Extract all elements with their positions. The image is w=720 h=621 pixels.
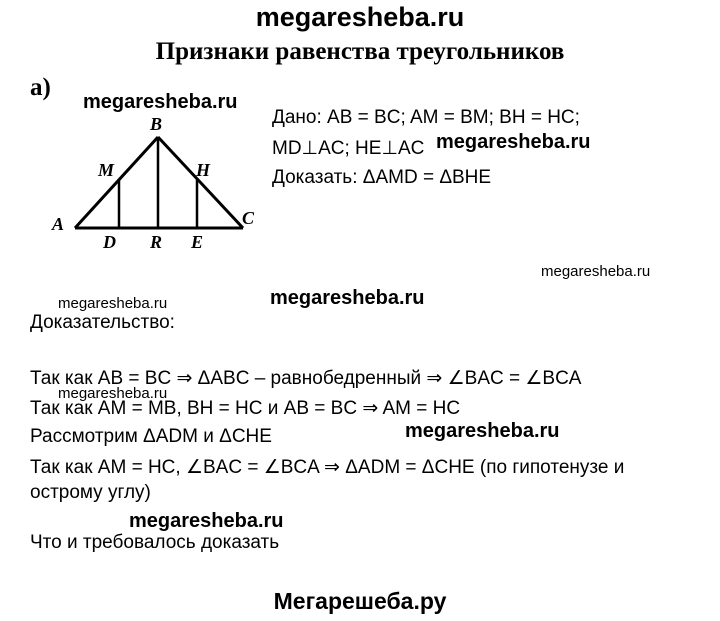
given-line-1: Дано: AB = BC; AM = BM; BH = HC; [272,107,580,128]
watermark: megaresheba.ru [270,287,425,309]
point-label-a: A [52,214,65,234]
segment-bc [158,137,243,228]
proof-heading: Доказательство: [30,312,175,333]
point-label-h: H [196,160,211,180]
proof-line-2: Так как AM = MB, BH = HC и AB = BC ⇒ AM = HC [30,398,461,419]
page-title: Признаки равенства треугольников [155,38,565,65]
point-label-d: D [103,232,116,252]
part-label: а) [30,74,51,101]
site-header: megaresheba.ru [255,2,465,32]
point-label-m: M [98,160,115,180]
point-label-r: R [150,232,163,252]
triangle-figure [0,100,270,260]
point-label-c: C [242,208,255,228]
point-label-b: B [150,114,163,134]
proof-line-4: Так как AM = HC, ∠BAC = ∠BCA ⇒ ΔADM = ΔCHE (по гипотенузе и [30,457,625,478]
site-footer: Мегарешеба.ру [273,588,447,614]
proof-line-3: Рассмотрим ΔADM и ΔCHE [30,426,272,447]
watermark: megaresheba.ru [436,131,591,153]
watermark: megaresheba.ru [405,420,560,442]
watermark: megaresheba.ru [129,510,284,532]
watermark: megaresheba.ru [541,263,651,280]
proof-conclusion: Что и требовалось доказать [30,532,280,553]
point-label-e: E [191,232,204,252]
given-line-2: MD⊥AC; HE⊥AC [272,138,425,159]
proof-line-5: острому углу) [30,482,151,503]
watermark: megaresheba.ru [83,91,238,113]
given-line-3: Доказать: ΔAMD = ΔBHE [272,167,492,188]
segment-ab [75,137,158,228]
watermark: megaresheba.ru [58,385,168,402]
proof-line-1: Так как AB = BC ⇒ ΔABC – равнобедренный ⇒ ∠BAC = ∠BCA [30,368,582,389]
watermark: megaresheba.ru [58,295,168,312]
